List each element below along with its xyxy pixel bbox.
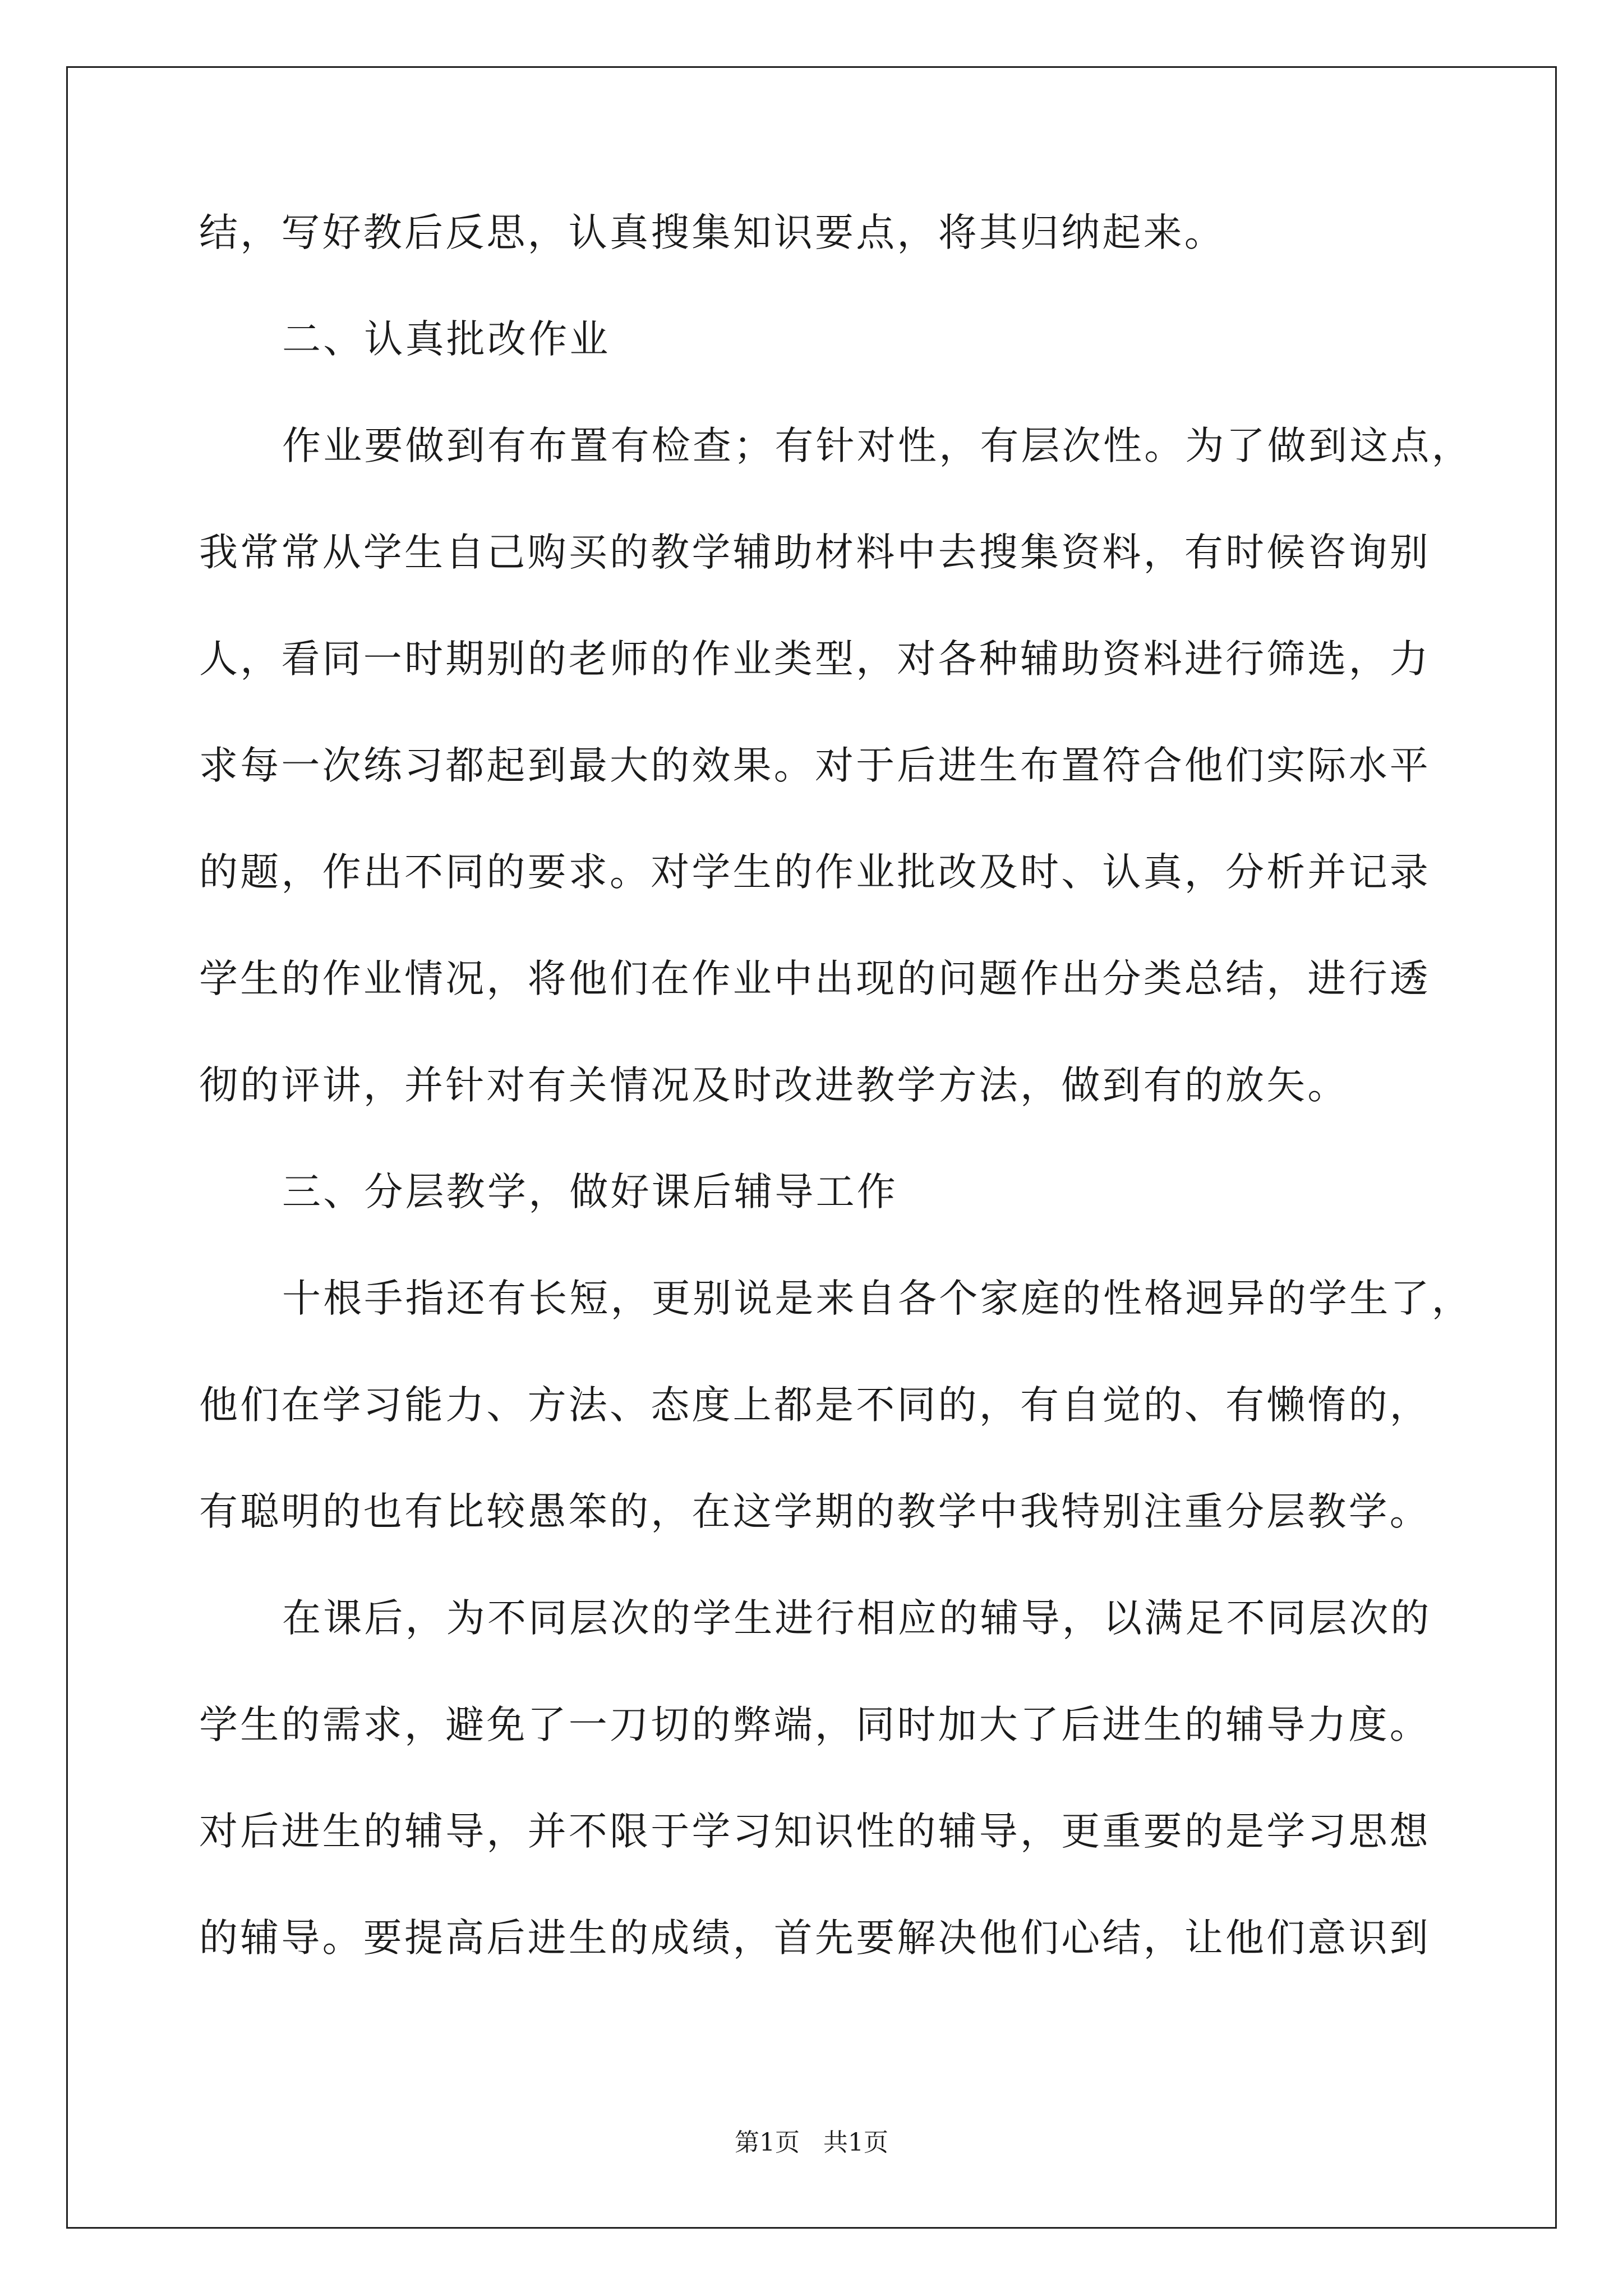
text-line: 结，写好教后反思，认真搜集知识要点，将其归纳起来。 bbox=[199, 210, 1225, 255]
text-line: 我常常从学生自己购买的教学辅助材料中去搜集资料，有时候咨询别 bbox=[199, 530, 1431, 575]
section-heading: 三、分层教学，做好课后辅导工作 bbox=[282, 1170, 898, 1214]
text-line: 人，看同一时期别的老师的作业类型，对各种辅助资料进行筛选，力 bbox=[199, 637, 1431, 682]
text-line: 在课后，为不同层次的学生进行相应的辅导，以满足不同层次的 bbox=[282, 1596, 1432, 1641]
text-line: 的辅导。要提高后进生的成绩，首先要解决他们心结，让他们意识到 bbox=[199, 1916, 1431, 1961]
text-line: 他们在学习能力、方法、态度上都是不同的，有自觉的、有懒惰的， bbox=[199, 1383, 1431, 1428]
text-line: 作业要做到有布置有检查；有针对性，有层次性。为了做到这点， bbox=[282, 424, 1473, 468]
text-line: 彻的评讲，并针对有关情况及时改进教学方法，做到有的放矢。 bbox=[199, 1063, 1349, 1108]
text-line: 学生的需求，避免了一刀切的弊端，同时加大了后进生的辅导力度。 bbox=[199, 1703, 1431, 1747]
text-line: 学生的作业情况，将他们在作业中出现的问题作出分类总结，进行透 bbox=[199, 956, 1431, 1001]
text-line: 十根手指还有长短，更别说是来自各个家庭的性格迥异的学生了， bbox=[282, 1276, 1473, 1321]
document-body bbox=[199, 202, 1473, 2014]
text-line: 对后进生的辅导，并不限于学习知识性的辅导，更重要的是学习思想 bbox=[199, 1809, 1431, 1854]
text-line: 求每一次练习都起到最大的效果。对于后进生布置符合他们实际水平 bbox=[199, 743, 1431, 788]
text-line: 的题，作出不同的要求。对学生的作业批改及时、认真，分析并记录 bbox=[199, 850, 1431, 895]
section-heading: 二、认真批改作业 bbox=[282, 317, 611, 362]
text-line: 有聪明的也有比较愚笨的，在这学期的教学中我特别注重分层教学。 bbox=[199, 1489, 1431, 1534]
page-footer: 第1页 共1页 bbox=[735, 2128, 888, 2157]
